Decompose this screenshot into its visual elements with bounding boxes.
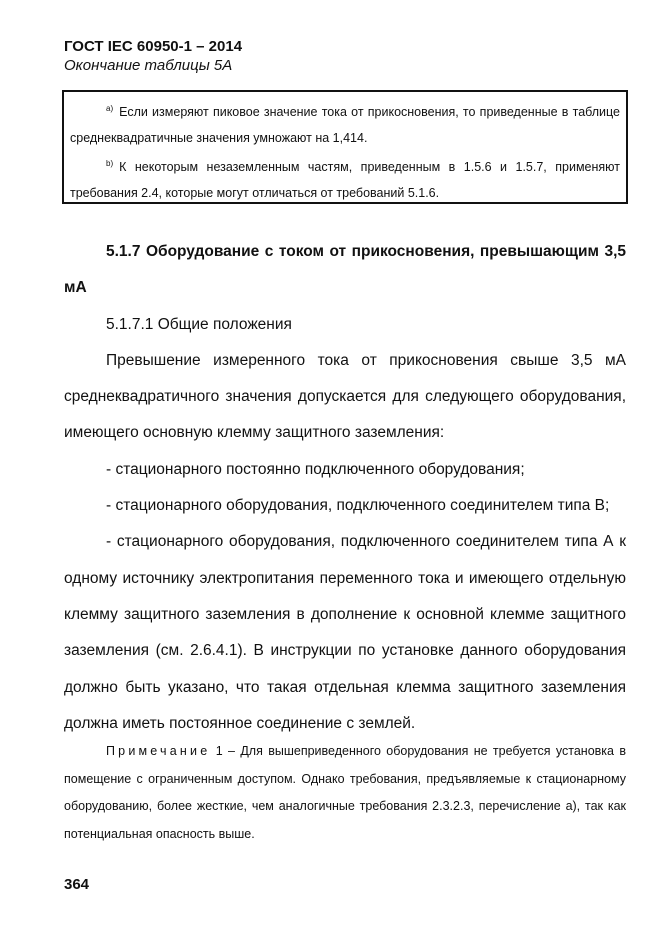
footnote-b [70, 151, 620, 206]
footnote-text: Если измеряют пиковое значение тока от прикосновения, то приведенные в таблице среднеквадратичные значения умножают на 1,414. [70, 105, 620, 145]
page-number: 364 [64, 876, 90, 893]
section-heading: 5.1.7 Оборудование с током от прикосновения, превышающим 3,5 мА [64, 243, 626, 297]
standard-designation: ГОСТ IEC 60950-1 – 2014 [64, 38, 243, 55]
footnote-a [70, 96, 620, 151]
table-footnotes-box [62, 90, 628, 204]
footnote-marker: a) [106, 104, 114, 113]
table-continuation-label: Окончание таблицы 5А [64, 57, 233, 74]
list-item: - стационарного оборудования, подключенного соединителем типа А к одному источнику электропитания переменного тока и имеющего отдельную клемму защитного заземления в дополнение к основной клемме защитного заземления (см. 2.6.4.1). В инструкции по установке данного оборудования должно быть указано, что такая отдельная клемма защитного заземления должна иметь постоянное соединение с землей. [64, 533, 626, 732]
list-item: - стационарного оборудования, подключенного соединителем типа В; [106, 497, 610, 515]
list-item: - стационарного постоянно подключенного оборудования; [106, 460, 525, 478]
footnote-marker: b) [106, 159, 114, 168]
note-number: 1 [215, 744, 223, 758]
footnote-text: К некоторым незаземленным частям, приведенным в 1.5.6 и 1.5.7, применяют требования 2.4, которые могут отличаться от требований 5.1.6. [70, 160, 620, 200]
section-body [64, 234, 626, 742]
subsection-heading: 5.1.7.1 Общие положения [106, 315, 292, 333]
note-label: Примечание [106, 744, 211, 758]
note-paragraph [64, 738, 626, 848]
intro-paragraph: Превышение измеренного тока от прикосновения свыше 3,5 мА среднеквадратичного значения допускается для следующего оборудования, имеющего основную клемму защитного заземления: [64, 351, 626, 442]
note-text: – Для вышеприведенного оборудования не требуется установка в помещение с ограниченным доступом. Однако требования, предъявляемые к стационарному оборудованию, более жесткие, чем аналогичные требования 2.3.2.3, перечисление а), так как потенциальная опасность выше. [64, 744, 626, 841]
